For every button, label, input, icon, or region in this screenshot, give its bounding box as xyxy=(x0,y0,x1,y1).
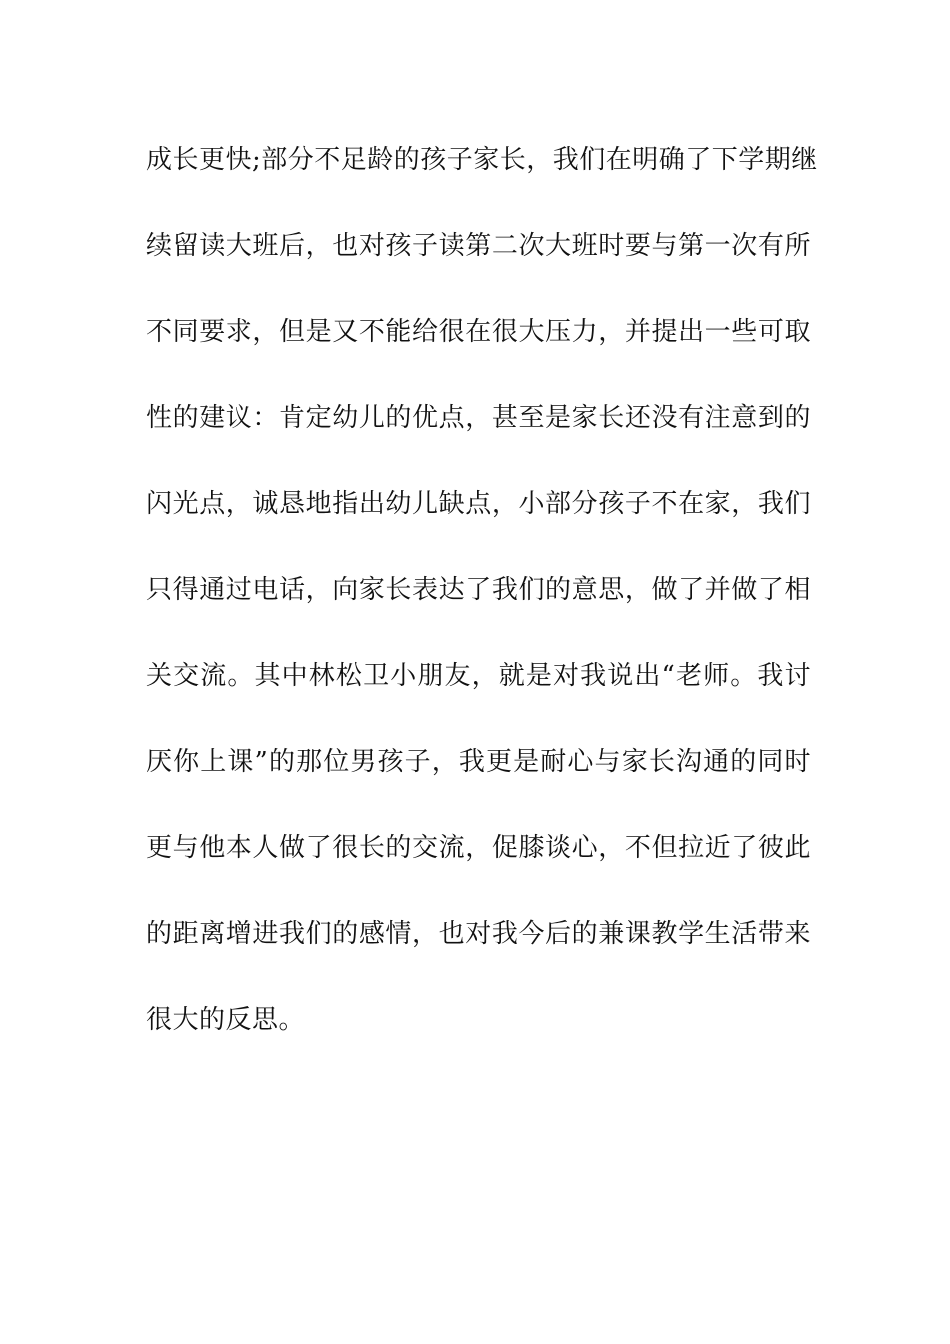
body-paragraph xyxy=(146,137,818,1083)
text-line: 不同要求，但是又不能给很在很大压力，并提出一些可取 xyxy=(146,317,811,347)
text-line: 关交流。其中林松卫小朋友，就是对我说出“老师。我讨 xyxy=(146,661,811,691)
text-line: 成长更快;部分不足龄的孩子家长，我们在明确了下学期继 xyxy=(146,145,818,175)
text-line: 闪光点，诚恳地指出幼儿缺点，小部分孩子不在家，我们 xyxy=(146,489,811,519)
text-line: 续留读大班后，也对孩子读第二次大班时要与第一次有所 xyxy=(146,231,811,261)
text-line: 厌你上课”的那位男孩子，我更是耐心与家长沟通的同时 xyxy=(146,747,811,777)
text-line: 更与他本人做了很长的交流，促膝谈心，不但拉近了彼此 xyxy=(146,833,811,863)
text-line: 只得通过电话，向家长表达了我们的意思，做了并做了相 xyxy=(146,575,811,605)
text-line: 的距离增进我们的感情，也对我今后的兼课教学生活带来 xyxy=(146,919,811,949)
text-line-last: 很大的反思。 xyxy=(146,1005,306,1035)
text-line: 性的建议：肯定幼儿的优点，甚至是家长还没有注意到的 xyxy=(146,403,811,433)
